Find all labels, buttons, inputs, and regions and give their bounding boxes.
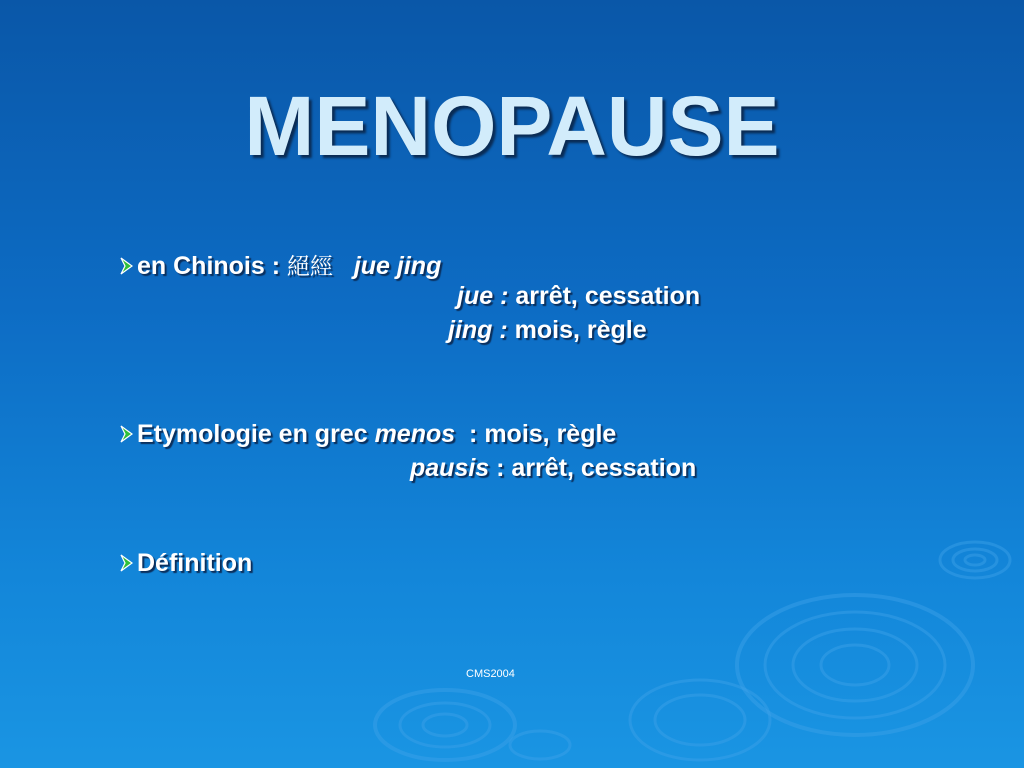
subline-separator: :	[489, 454, 512, 482]
bullet-definition-label: Définition	[137, 549, 253, 577]
subline-term: jue	[457, 282, 494, 310]
subline-meaning: mois, règle	[484, 420, 617, 448]
subline-term: menos	[374, 420, 456, 448]
subline-meaning: mois, règle	[514, 316, 647, 344]
subline-separator: :	[492, 316, 515, 344]
bullet-chinese	[118, 248, 441, 281]
subline-separator: :	[493, 282, 516, 310]
arrow-bullet-icon	[118, 553, 135, 573]
subline-term: pausis	[410, 454, 490, 482]
subline-term: jing	[448, 316, 493, 344]
arrow-bullet-icon	[118, 424, 135, 444]
chinese-subline-jing	[448, 316, 647, 345]
bullet-etymology	[118, 420, 616, 449]
bullet-etymology-label: Etymologie en grec	[137, 420, 375, 448]
subline-separator: :	[462, 420, 485, 448]
arrow-bullet-icon	[118, 256, 135, 276]
slide-footer: CMS2004	[466, 668, 515, 680]
bullet-definition	[118, 549, 252, 578]
chinese-subline-jue	[457, 282, 700, 311]
chinese-characters: 絕經	[287, 253, 333, 279]
bullet-chinese-label: en Chinois :	[137, 252, 287, 280]
subline-meaning: arrêt, cessation	[515, 282, 701, 310]
chinese-romanization: jue jing	[353, 252, 442, 280]
etymology-subline-pausis	[410, 454, 696, 483]
subline-meaning: arrêt, cessation	[511, 454, 697, 482]
slide-title: MENOPAUSE	[244, 79, 780, 173]
